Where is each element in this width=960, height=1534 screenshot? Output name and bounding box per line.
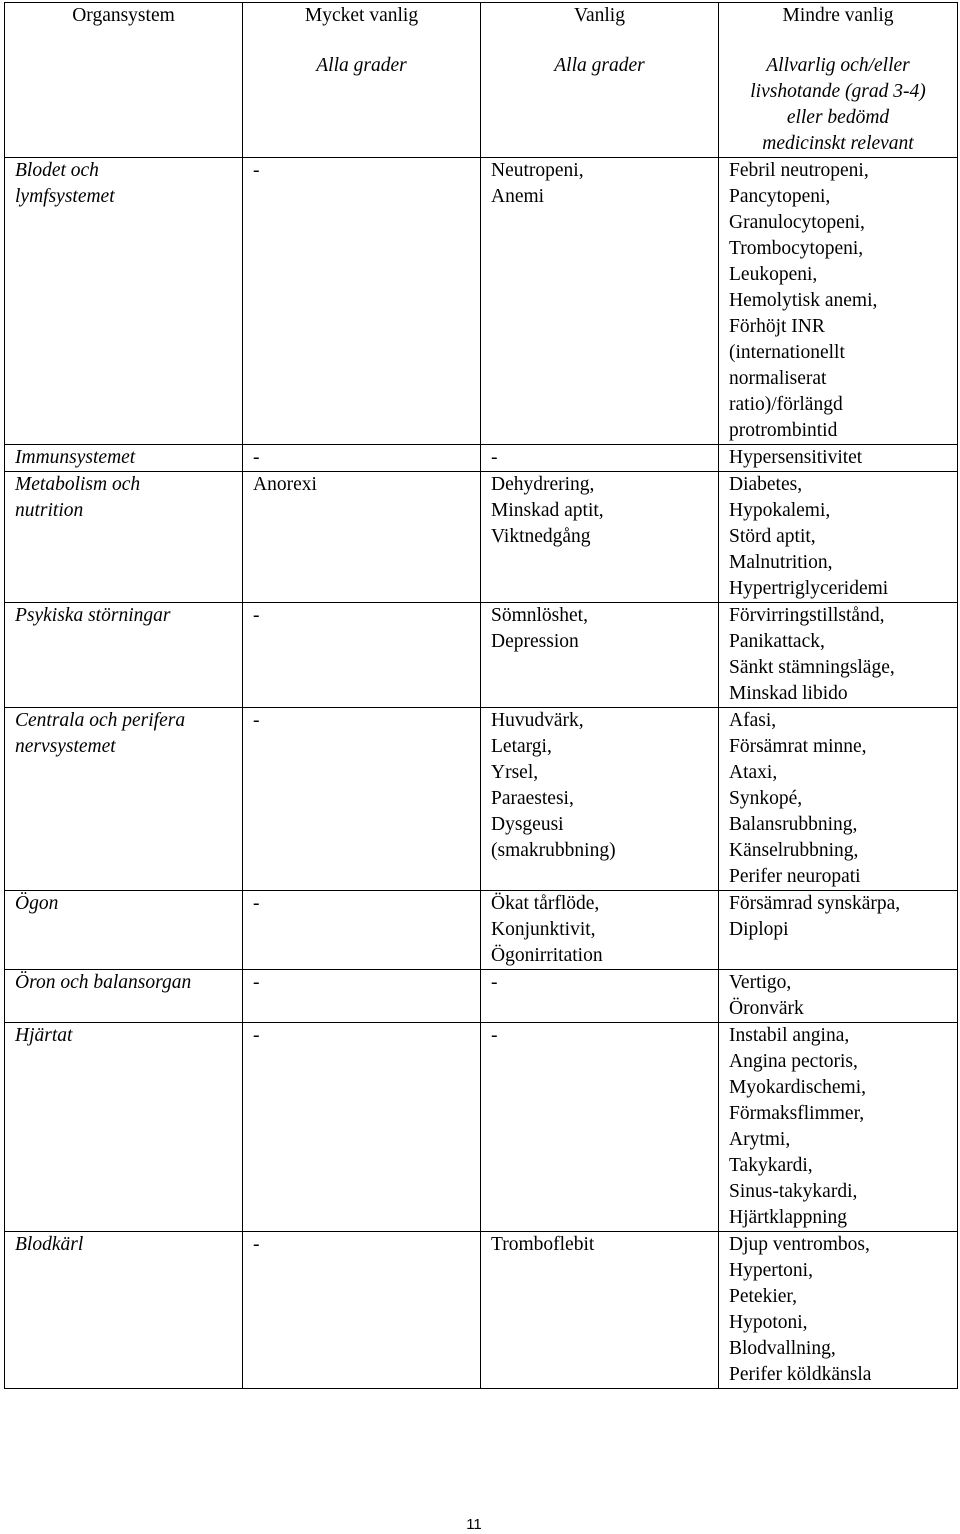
uncommon-cell-text: Djup ventrombos, Hypertoni, Petekier, Hypotoni, Blodvallning, Perifer köldkänsla [729,1234,872,1385]
very-common-cell-text: - [253,160,260,181]
header-cell-very-common [243,3,481,158]
page-number: 11 [466,1516,482,1533]
organ-cell-text: Öron och balansorgan [15,972,192,993]
very-common-cell [243,1232,481,1389]
organ-cell [5,445,243,472]
uncommon-cell [719,708,958,891]
header-label: Organsystem [72,5,175,26]
table-row [5,708,958,891]
uncommon-cell [719,970,958,1023]
uncommon-cell-text: Försämrad synskärpa, Diplopi [729,893,901,940]
uncommon-cell [719,1232,958,1389]
organ-cell [5,1232,243,1389]
uncommon-cell [719,445,958,472]
common-cell [481,603,719,708]
header-label: Mindre vanlig [782,5,894,26]
very-common-cell [243,708,481,891]
very-common-cell-text: - [253,605,260,626]
organ-cell [5,891,243,970]
uncommon-cell [719,891,958,970]
header-cell-uncommon [719,3,958,158]
organ-cell [5,158,243,445]
table-row [5,891,958,970]
uncommon-cell-text: Vertigo, Öronvärk [729,972,804,1019]
common-cell [481,472,719,603]
common-cell-text: Dehydrering, Minskad aptit, Viktnedgång [491,474,604,547]
table-row [5,472,958,603]
organ-cell [5,970,243,1023]
common-cell-text: Sömnlöshet, Depression [491,605,588,652]
very-common-cell-text: - [253,893,260,914]
common-cell [481,1023,719,1232]
very-common-cell [243,970,481,1023]
uncommon-cell-text: Febril neutropeni, Pancytopeni, Granulocytopeni, Trombocytopeni, Leukopeni, Hemolytisk anemi, Förhöjt INR (internationellt normaliserat ratio)/förlängd protrombintid [729,160,878,441]
table-body [5,158,958,1389]
organ-cell [5,472,243,603]
very-common-cell-text: - [253,1234,260,1255]
common-cell-text: Neutropeni, Anemi [491,160,584,207]
common-cell [481,708,719,891]
organ-cell-text: Hjärtat [15,1025,73,1046]
table-row [5,1232,958,1389]
common-cell-text: - [491,447,498,468]
very-common-cell [243,472,481,603]
common-cell [481,445,719,472]
uncommon-cell-text: Hypersensitivitet [729,447,863,468]
organ-cell [5,1023,243,1232]
very-common-cell [243,603,481,708]
organ-cell-text: Blodet och lymfsystemet [15,160,115,207]
uncommon-cell-text: Instabil angina, Angina pectoris, Myokardischemi, Förmaksflimmer, Arytmi, Takykardi, Sinus-takykardi, Hjärtklappning [729,1025,867,1228]
common-cell [481,1232,719,1389]
common-cell-text: - [491,972,498,993]
very-common-cell-text: - [253,710,260,731]
header-sublabel: Alla grader [554,55,645,76]
table-row [5,445,958,472]
common-cell [481,158,719,445]
uncommon-cell-text: Förvirringstillstånd, Panikattack, Sänkt stämningsläge, Minskad libido [729,605,895,704]
common-cell-text: Tromboflebit [491,1234,595,1255]
table-row [5,158,958,445]
header-label: Mycket vanlig [304,5,419,26]
common-cell-text: Huvudvärk, Letargi, Yrsel, Paraestesi, Dysgeusi (smakrubbning) [491,710,616,861]
organ-cell-text: Immunsystemet [15,447,136,468]
table-row [5,603,958,708]
very-common-cell [243,158,481,445]
uncommon-cell [719,603,958,708]
organ-cell-text: Blodkärl [15,1234,84,1255]
adverse-reactions-table [4,2,958,1389]
very-common-cell-text: - [253,447,260,468]
very-common-cell-text: Anorexi [253,474,317,495]
very-common-cell [243,1023,481,1232]
organ-cell [5,708,243,891]
uncommon-cell [719,1023,958,1232]
very-common-cell [243,445,481,472]
header-label: Vanlig [574,5,625,26]
organ-cell-text: Psykiska störningar [15,605,171,626]
organ-cell [5,603,243,708]
common-cell-text: - [491,1025,498,1046]
header-sublabel: Allvarlig och/eller livshotande (grad 3-4) eller bedömd medicinskt relevant [750,55,926,154]
uncommon-cell-text: Diabetes, Hypokalemi, Störd aptit, Malnutrition, Hypertriglyceridemi [729,474,889,599]
very-common-cell-text: - [253,972,260,993]
organ-cell-text: Ögon [15,893,59,914]
very-common-cell [243,891,481,970]
header-sublabel: Alla grader [316,55,407,76]
table-row [5,1023,958,1232]
uncommon-cell [719,158,958,445]
header-cell-organsystem [5,3,243,158]
organ-cell-text: Metabolism och nutrition [15,474,141,521]
table-header-row [5,3,958,158]
organ-cell-text: Centrala och perifera nervsystemet [15,710,186,757]
common-cell-text: Ökat tårflöde, Konjunktivit, Ögonirritation [491,893,603,966]
common-cell [481,891,719,970]
uncommon-cell-text: Afasi, Försämrat minne, Ataxi, Synkopé, Balansrubbning, Känselrubbning, Perifer neuropati [729,710,867,887]
common-cell [481,970,719,1023]
table-row [5,970,958,1023]
header-cell-common [481,3,719,158]
uncommon-cell [719,472,958,603]
very-common-cell-text: - [253,1025,260,1046]
